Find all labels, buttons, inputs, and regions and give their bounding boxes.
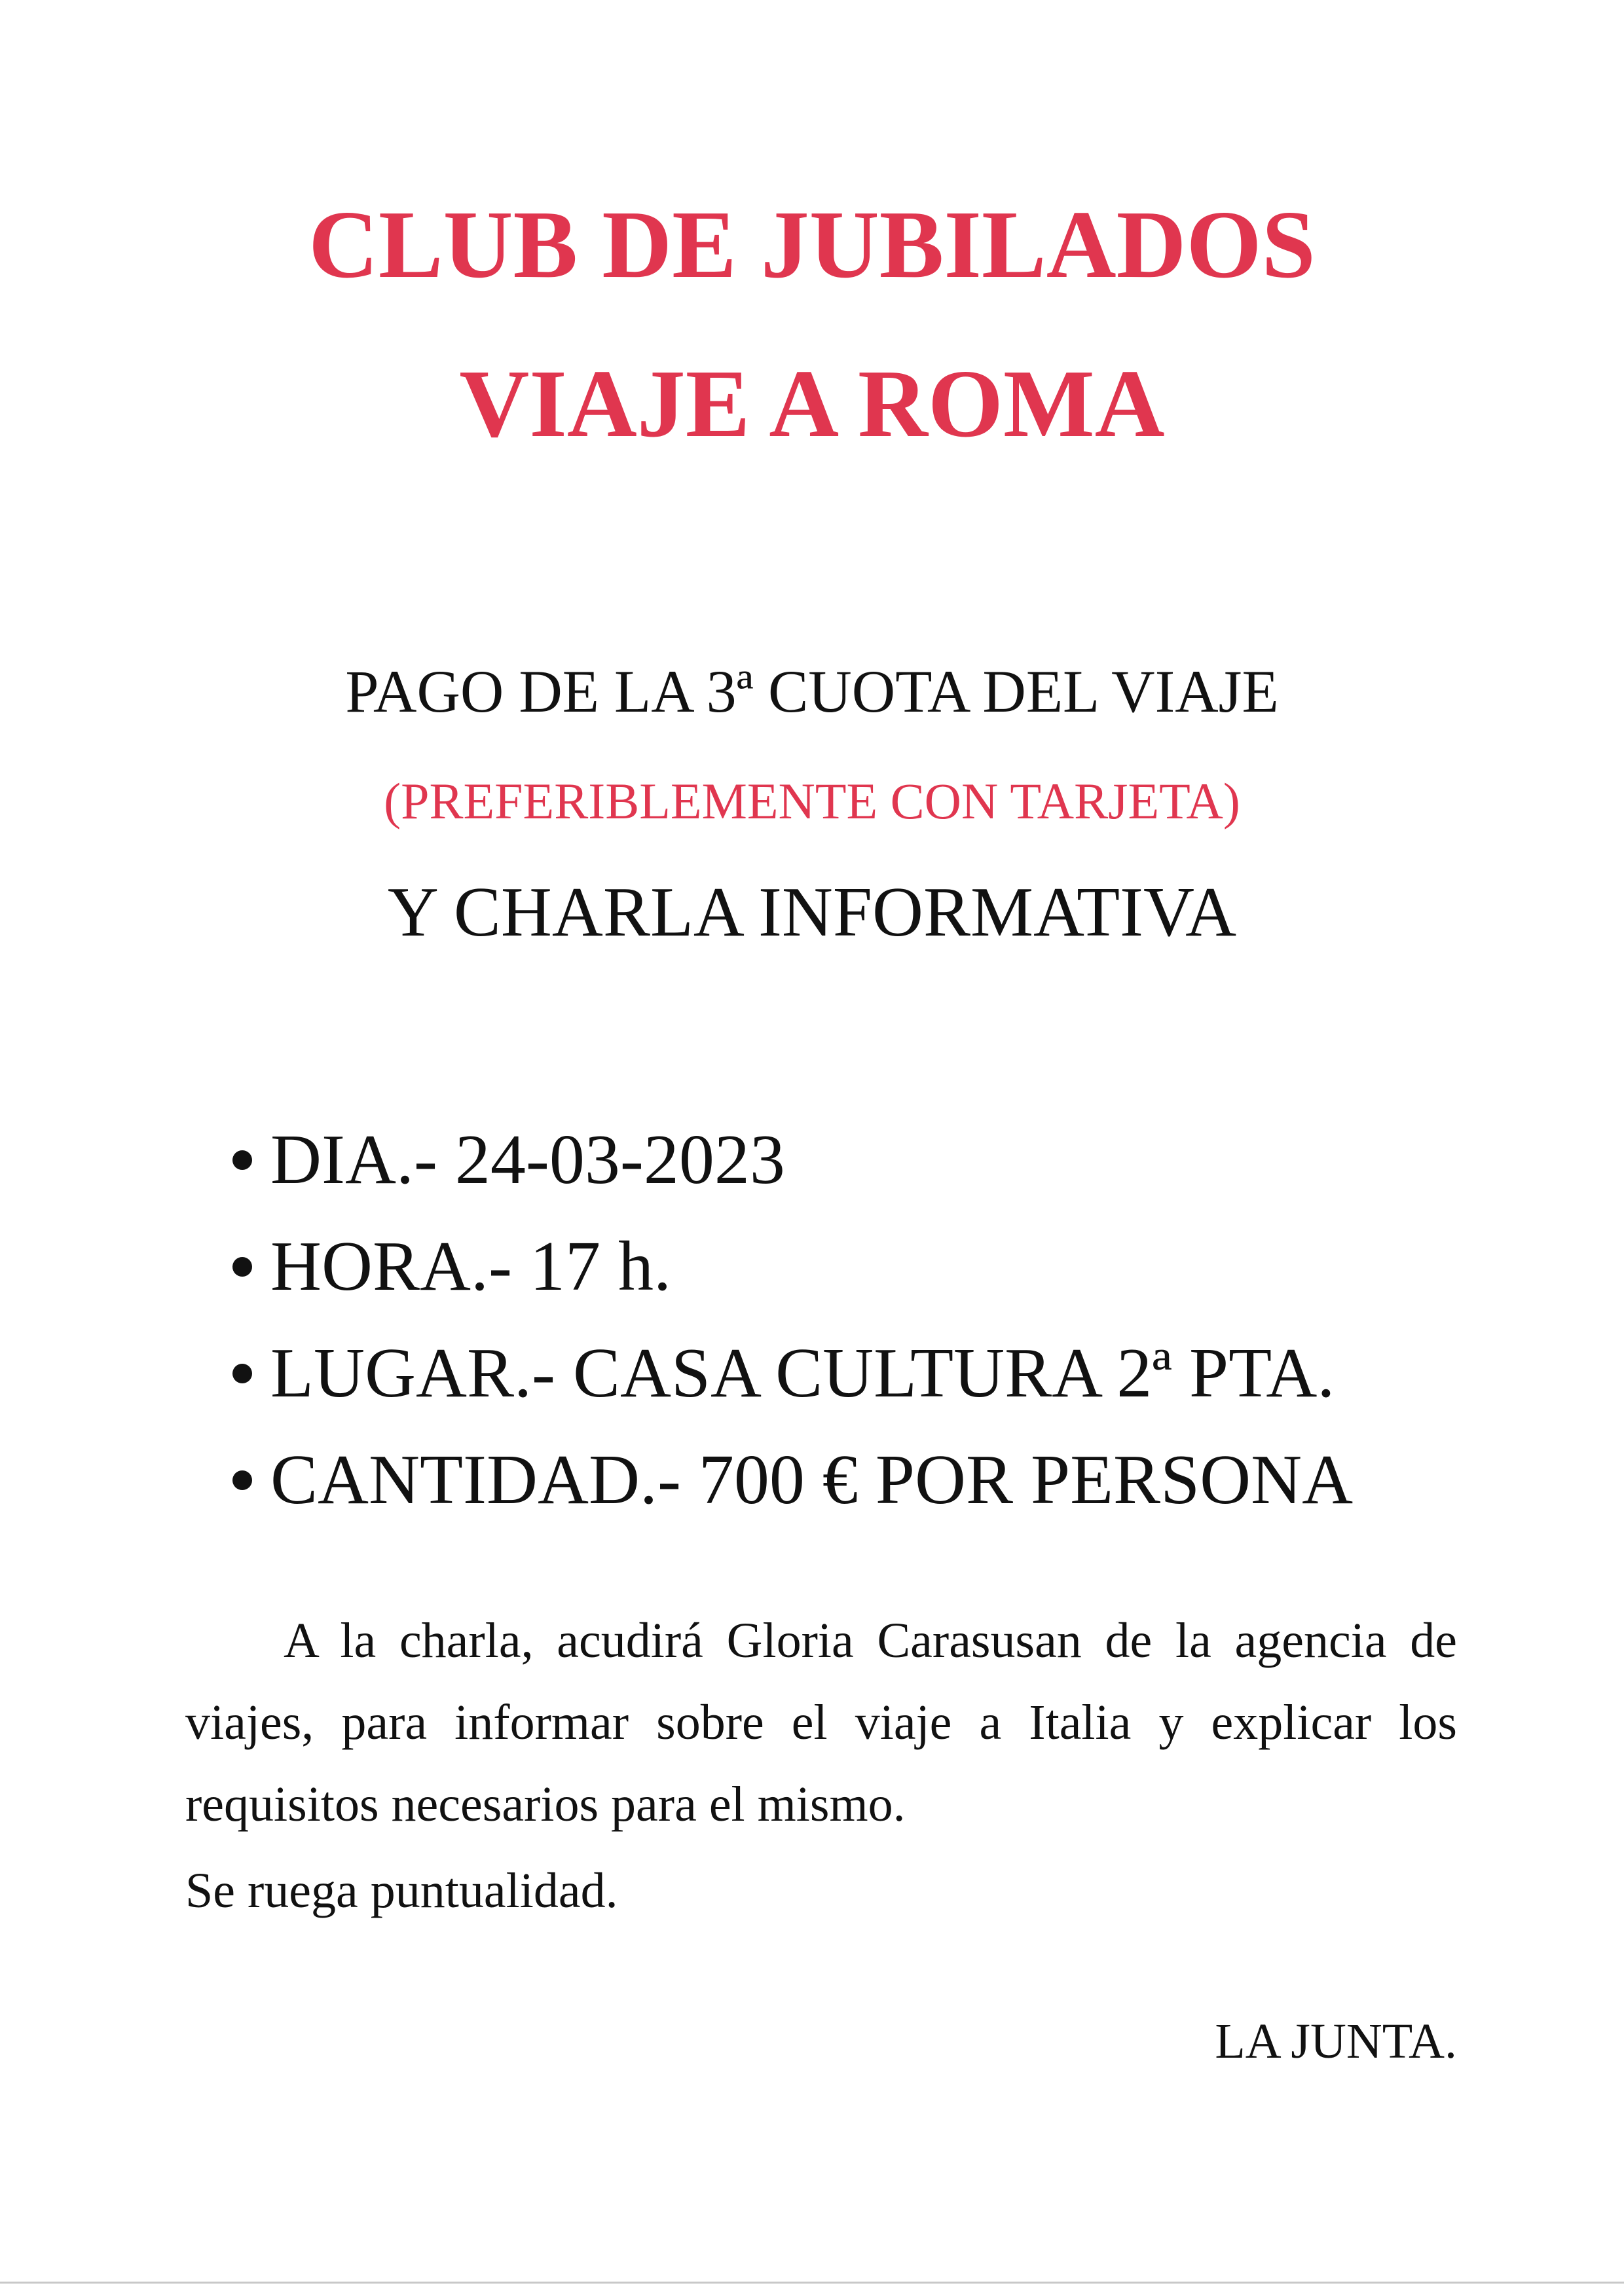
details-list <box>232 1106 1353 1533</box>
detail-text: LUGAR.- CASA CULTURA 2ª PTA. <box>270 1334 1335 1412</box>
detail-item-amount <box>232 1427 1353 1533</box>
punctuality-note: Se ruega puntualidad. <box>185 1863 618 1918</box>
footer-divider <box>0 2282 1624 2284</box>
subtitle-talk: Y CHARLA INFORMATIVA <box>387 873 1237 951</box>
detail-text: CANTIDAD.- 700 € POR PERSONA <box>270 1440 1354 1519</box>
bullet-icon <box>232 1257 252 1277</box>
detail-item-time <box>232 1213 1353 1320</box>
subtitle-card-note: (PREFERIBLEMENTE CON TARJETA) <box>384 773 1240 829</box>
bullet-icon <box>232 1470 252 1490</box>
detail-text: HORA.- 17 h. <box>270 1227 671 1305</box>
detail-item-place <box>232 1320 1353 1427</box>
title-trip: VIAJE A ROMA <box>459 350 1165 458</box>
bullet-icon <box>232 1364 252 1383</box>
detail-item-date <box>232 1106 1353 1213</box>
talk-description: A la charla, acudirá Gloria Carasusan de la agencia de viajes, para informar sobre el viaje a Italia y explicar los requisitos necesarios para el mismo. <box>185 1613 1457 1832</box>
bullet-icon <box>232 1150 252 1170</box>
signature: LA JUNTA. <box>1215 2014 1457 2069</box>
detail-text: DIA.- 24-03-2023 <box>270 1120 785 1199</box>
title-club: CLUB DE JUBILADOS <box>308 191 1316 299</box>
subtitle-payment: PAGO DE LA 3ª CUOTA DEL VIAJE <box>345 658 1279 725</box>
